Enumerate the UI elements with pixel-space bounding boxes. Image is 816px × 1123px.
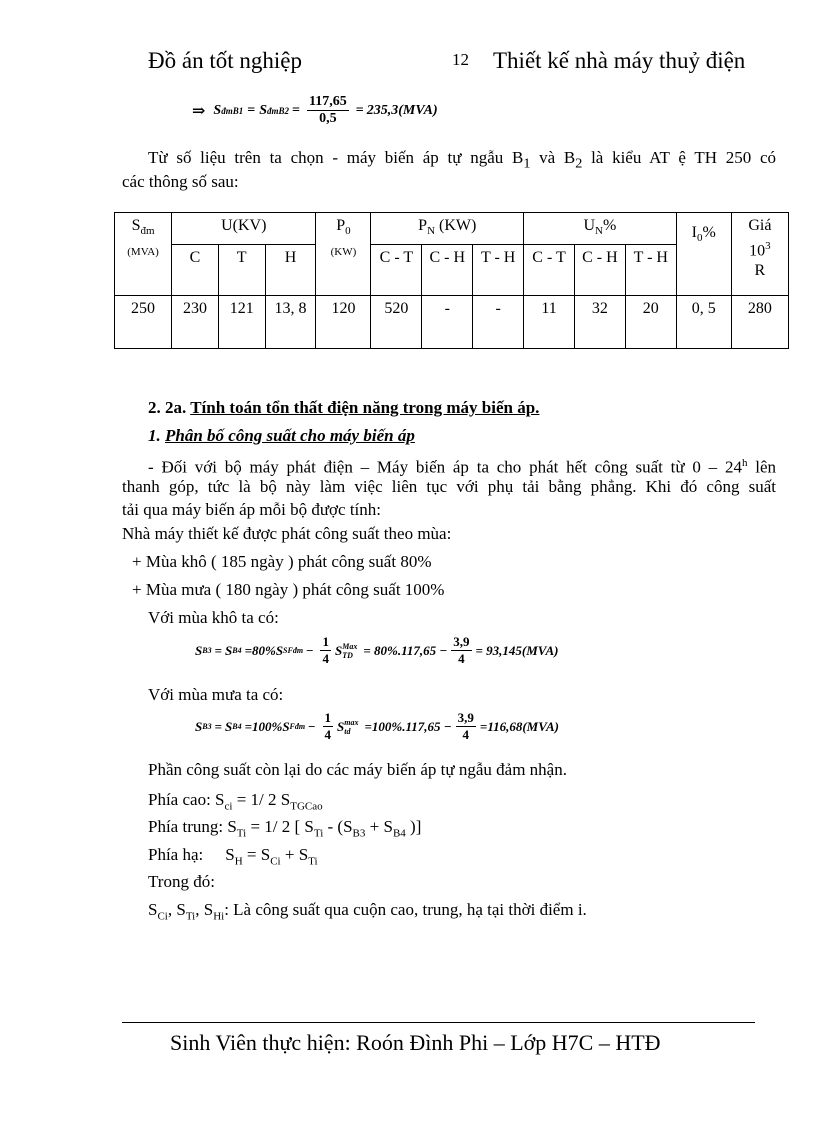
cell-ut: 121	[218, 296, 265, 349]
cell-un-ch: 32	[574, 296, 625, 349]
where-label: Trong đó:	[148, 872, 215, 891]
para1-line-3: tải qua máy biến áp mỗi bộ được tính:	[122, 500, 381, 519]
header-u: U(KV)	[172, 213, 316, 245]
equation-result: = 93,145(MVA)	[475, 642, 559, 658]
sub-un-ch: C - H	[574, 245, 625, 296]
wet-season-label: Với mùa mưa ta có:	[148, 685, 284, 704]
low-side-formula: Phía hạ: $S_H = S_{Ci} + S_{Ti}$	[148, 845, 318, 868]
cell-pn-ch: -	[422, 296, 473, 349]
header-title-left: Đồ án tốt nghiệp	[148, 48, 302, 73]
equation-wet-season: S B3 = S B4 =100%S Fđm − $\frac{1}{4}$ S max td =100%.117,65 − $\frac{3,9}{4}$ =116,68(MVA)	[195, 710, 559, 742]
table-row	[115, 296, 789, 349]
season-dry: + Mùa khô ( 185 ngày ) phát công suất 80%	[132, 552, 432, 571]
cell-un-th: 20	[625, 296, 676, 349]
equation-result: =116,68(MVA)	[479, 718, 559, 734]
sub-u-c: C	[172, 245, 219, 296]
dry-season-label: Với mùa khô ta có:	[148, 608, 279, 627]
season-wet: + Mùa mưa ( 180 ngày ) phát công suất 100%	[132, 580, 445, 599]
header-sdm: $S_{đm}$ (MVA)	[115, 213, 172, 296]
implies-symbol: ⇒	[192, 102, 206, 120]
sub-un-ct: C - T	[524, 245, 575, 296]
subsection-heading: 1. Phân bố công suất cho máy biến áp	[148, 426, 415, 445]
equation-sdm: ⇒ S đmB1 = S đmB2 = $\frac{117,65}{0,5}$ = 235,3(MVA)	[192, 94, 438, 126]
intro-line-2: các thông số sau:	[122, 172, 239, 191]
intro-line-1: Từ số liệu trên ta chọn - máy biến áp tự ngẫu $B_1$ và $B_2$ là kiểu AT ệ TH 250 có	[148, 148, 776, 172]
transformer-spec-table	[114, 212, 789, 349]
section-heading: 2. 2a. Tính toán tổn thất điện năng trong máy biến áp.	[148, 398, 540, 417]
equation-dry-season: S B3 = S B4 =80%S SFđm − $\frac{1}{4}$ S Max TD = 80%.117,65 − $\frac{3,9}{4}$ = 93,145(MVA)	[195, 634, 559, 666]
remain-text: Phần công suất còn lại do các máy biến áp tự ngẫu đảm nhận.	[148, 760, 567, 779]
cell-p0: 120	[316, 296, 371, 349]
sub-un-th: T - H	[625, 245, 676, 296]
sub-u-h: H	[265, 245, 316, 296]
fraction: $\frac{3,9}{4}$	[453, 634, 470, 666]
fraction: $\frac{117,65}{0,5}$	[309, 94, 347, 126]
para1-line-1: - Đối với bộ máy phát điện – Máy biến áp ta cho phát hết công suất từ 0 – 24$^h$ lên	[148, 457, 777, 477]
cell-uc: 230	[172, 296, 219, 349]
header-i0: $I_0\%$	[676, 213, 731, 296]
sub-u-t: T	[218, 245, 265, 296]
header-gia: Giá $10^3$ R	[731, 213, 788, 296]
cell-gia: 280	[731, 296, 788, 349]
sub-pn-ch: C - H	[422, 245, 473, 296]
cell-un-ct: 11	[524, 296, 575, 349]
header-p0: $P_0$ (KW)	[316, 213, 371, 296]
fraction: $\frac{3,9}{4}$	[457, 710, 474, 742]
fraction: $\frac{1}{4}$	[322, 634, 329, 666]
high-side-formula: Phía cao: $S_{ci} = 1/$ 2 $S_{TGCao}$	[148, 790, 323, 813]
cell-sdm: 250	[115, 296, 172, 349]
page-number: 12	[452, 50, 469, 69]
definition-line: $S_{Ci}$, $S_{Ti}$, $S_{Hi}$: Là công suất qua cuộn cao, trung, hạ tại thời điểm i.	[148, 900, 587, 923]
header-pn: $P_N$ (KW)	[371, 213, 524, 245]
footer-text: Sinh Viên thực hiện: Roón Đình Phi – Lớp H7C – HTĐ	[170, 1030, 661, 1055]
header-un: $U_N\%$	[524, 213, 677, 245]
para1-line-2: thanh góp, tức là bộ này làm việc liên tục với phụ tải bằng phẳng. Khi đó công suất	[122, 477, 776, 496]
season-intro: Nhà máy thiết kế được phát công suất theo mùa:	[122, 524, 452, 543]
sub-pn-ct: C - T	[371, 245, 422, 296]
cell-pn-ct: 520	[371, 296, 422, 349]
sub-pn-th: T - H	[473, 245, 524, 296]
header-title-right: Thiết kế nhà máy thuỷ điện	[493, 48, 746, 73]
table-header-row	[115, 213, 789, 245]
mid-side-formula: Phía trung: $S_{Ti} = 1/$ 2 [ $S_{Ti} - (S_{B3} + S_{B4}$ )]	[148, 817, 422, 840]
cell-uh: 13, 8	[265, 296, 316, 349]
cell-pn-th: -	[473, 296, 524, 349]
cell-i0: 0, 5	[676, 296, 731, 349]
footer-divider	[122, 1022, 755, 1023]
equation-result: 235,3(MVA)	[366, 102, 438, 118]
fraction: $\frac{1}{4}$	[324, 710, 332, 742]
